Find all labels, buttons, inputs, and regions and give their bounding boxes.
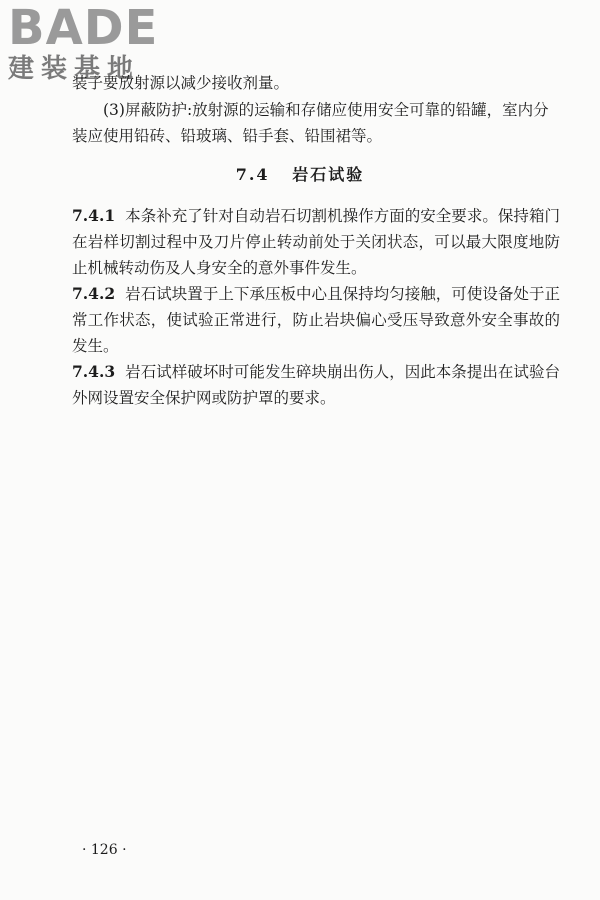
shielding-protection-paragraph: (3)屏蔽防护:放射源的运输和存储应使用安全可靠的铅罐，室内分装应使用铅砖、铅玻璃、铅手套、铅围裙等。 — [72, 101, 549, 145]
logo-word: BADE — [8, 0, 159, 56]
clause-text: 本条补充了针对自动岩石切割机操作方面的安全要求。保持箱门在岩样切割过程中及刀片停止转动前处于关闭状态，可以最大限度地防止机械转动伤及人身安全的意外事件发生。 — [72, 207, 560, 277]
clause-text: 岩石试块置于上下承压板中心且保持均匀接触，可使设备处于正常工作状态，使试验正常进行，防止岩块偏心受压导致意外安全事故的发生。 — [72, 285, 560, 355]
clause-7-4-2 — [72, 281, 560, 359]
clause-7-4-3 — [72, 359, 560, 411]
section-number: 7.4 — [235, 165, 270, 184]
continued-text-line: 装子要放射源以减少接收剂量。 — [72, 74, 290, 92]
page-number: · 126 · — [82, 842, 127, 858]
clause-number: 7.4.3 — [72, 362, 116, 381]
clause-number: 7.4.1 — [72, 206, 116, 225]
clause-number: 7.4.2 — [72, 284, 116, 303]
clause-text: 岩石试样破坏时可能发生碎块崩出伤人，因此本条提出在试验台外网设置安全保护网或防护罩的要求。 — [72, 363, 560, 407]
section-heading — [0, 162, 600, 185]
clause-7-4-1 — [72, 203, 560, 281]
section-title: 岩石试验 — [292, 165, 365, 184]
logo-subtitle: 建装基地 — [8, 54, 141, 84]
